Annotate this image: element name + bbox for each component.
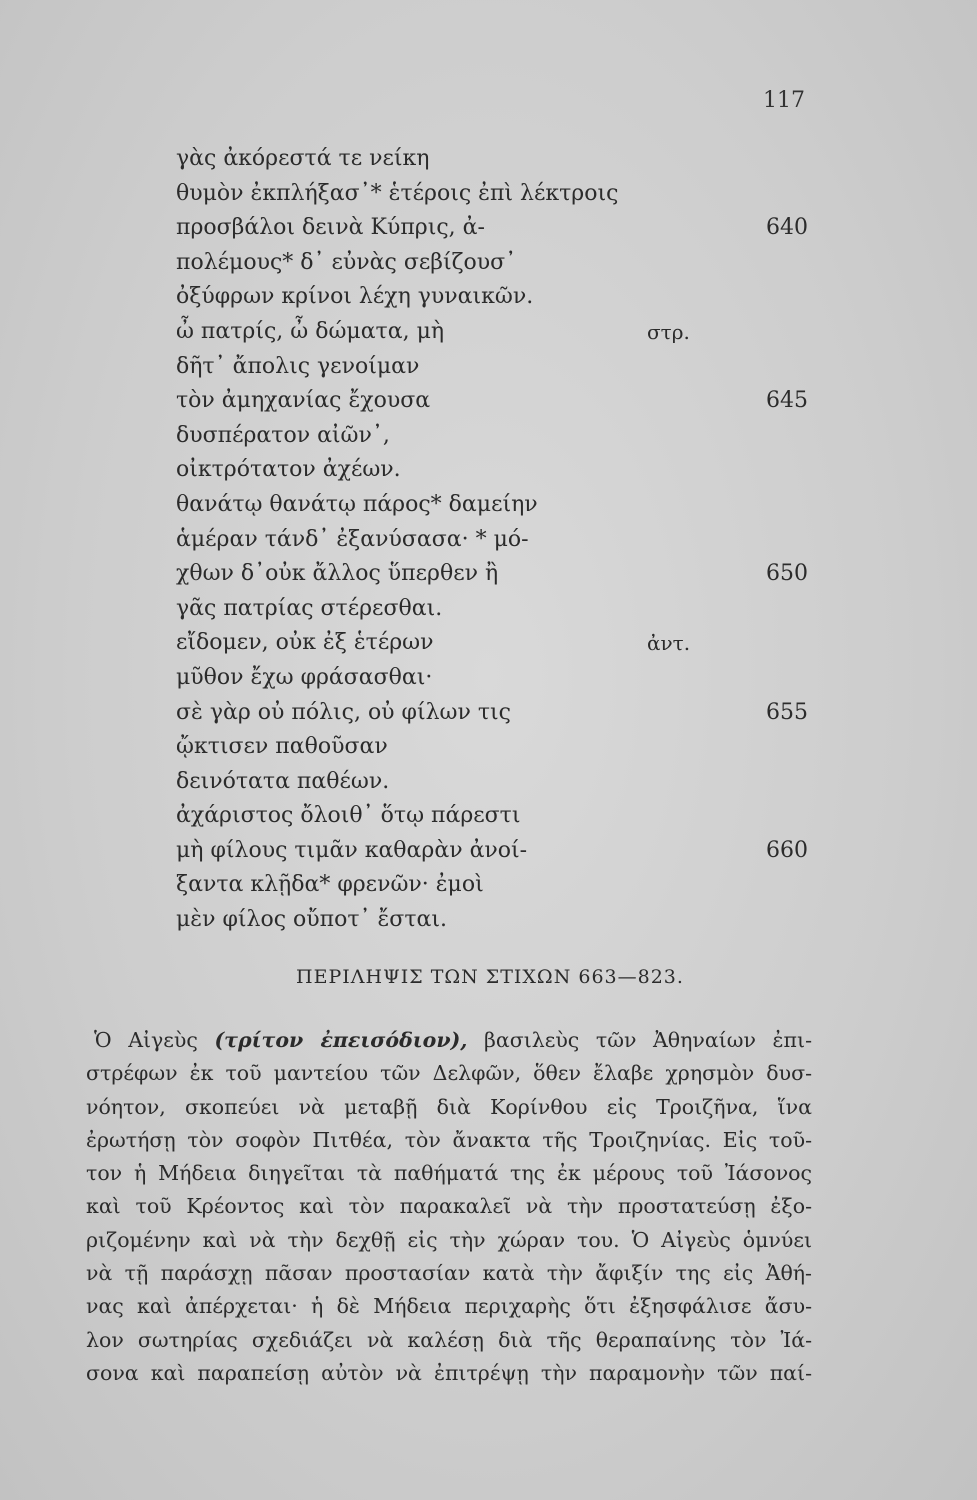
line-number: 650 bbox=[766, 561, 808, 587]
verse-text: προσβάλοι δεινὰ Κύπρις, ἀ- bbox=[176, 215, 485, 241]
summary-line: σονα καὶ παραπείσῃ αὐτὸν νὰ ἐπιτρέψῃ τὴν παραμονὴν τῶν παί- bbox=[86, 1360, 812, 1385]
verse-line bbox=[176, 280, 816, 315]
verse-line bbox=[176, 419, 816, 454]
summary-line: νὰ τῇ παράσχῃ πᾶσαν προστασίαν κατὰ τὴν ἄφιξίν της εἰς Ἀθή- bbox=[86, 1261, 812, 1286]
verse-text: μῦθον ἔχω φράσασθαι· bbox=[176, 664, 433, 690]
summary-line: νας καὶ ἀπέρχεται· ἡ δὲ Μήδεια περιχαρὴς ὅτι ἐξησφάλισε ἄσυ- bbox=[86, 1294, 812, 1319]
verse-line bbox=[176, 453, 816, 488]
summary-line: ἐρωτήσῃ τὸν σοφὸν Πιτθέα, τὸν ἄνακτα τῆς Τροιζηνίας. Εἰς τοῦ- bbox=[86, 1127, 812, 1152]
verse-text: ὀξύφρων κρίνοι λέχη γυναικῶν. bbox=[176, 284, 534, 310]
summary-line: τον ἡ Μήδεια διηγεῖται τὰ παθήματά της ἐκ μέρους τοῦ Ἰάσονος bbox=[86, 1161, 812, 1186]
verse-text: ἀχάριστος ὄλοιθ᾽ ὅτῳ πάρεστι bbox=[176, 803, 521, 829]
verse-text: χθων δ᾽οὐκ ἄλλος ὕπερθεν ἢ bbox=[176, 561, 499, 587]
verse-block bbox=[176, 142, 816, 938]
verse-line bbox=[176, 488, 816, 523]
strophe-marker: ἀντ. bbox=[647, 631, 691, 656]
verse-line bbox=[176, 765, 816, 800]
verse-line bbox=[176, 246, 816, 281]
strophe-marker: στρ. bbox=[647, 319, 690, 344]
line-number: 655 bbox=[766, 699, 808, 725]
summary-line: ριζομένην καὶ νὰ τὴν δεχθῇ εἰς τὴν χώραν του. Ὁ Αἰγεὺς ὁμνύει bbox=[86, 1227, 812, 1252]
episode-label: (τρίτον ἐπεισόδιον), bbox=[214, 1028, 468, 1052]
verse-text: μὴ φίλους τιμᾶν καθαρὰν ἀνοί- bbox=[176, 837, 528, 863]
verse-line bbox=[176, 730, 816, 765]
summary-line: στρέφων ἐκ τοῦ μαντείου τῶν Δελφῶν, ὅθεν ἔλαβε χρησμὸν δυσ- bbox=[86, 1061, 812, 1086]
page-number: 117 bbox=[763, 88, 805, 113]
summary-line: νόητον, σκοπεύει νὰ μεταβῇ διὰ Κορίνθου εἰς Τροιζῆνα, ἵνα bbox=[86, 1094, 812, 1119]
summary-paragraph bbox=[86, 1024, 812, 1390]
verse-text: δεινότατα παθέων. bbox=[176, 768, 390, 794]
verse-text: δῆτ᾽ ἄπολις γενοίμαν bbox=[176, 353, 420, 379]
verse-line bbox=[176, 696, 816, 731]
summary-line: λον σωτηρίας σχεδιάζει νὰ καλέσῃ διὰ τῆς θεραπαίνης τὸν Ἰά- bbox=[86, 1327, 812, 1352]
summary-line bbox=[86, 1024, 812, 1057]
verse-line bbox=[176, 350, 816, 385]
verse-text: πολέμους* δ᾽ εὐνὰς σεβίζουσ᾽ bbox=[176, 249, 517, 275]
verse-line bbox=[176, 868, 816, 903]
verse-text: ὦ πατρίς, ὦ δώματα, μὴ bbox=[176, 318, 445, 344]
summary-line: καὶ τοῦ Κρέοντος καὶ τὸν παρακαλεῖ νὰ τὴν προστατεύσῃ ἐξο- bbox=[86, 1194, 812, 1219]
verse-line bbox=[176, 211, 816, 246]
line-number: 640 bbox=[766, 215, 808, 241]
verse-text: γᾶς πατρίας στέρεσθαι. bbox=[176, 595, 443, 621]
verse-line bbox=[176, 384, 816, 419]
verse-text: μὲν φίλος οὔποτ᾽ ἔσται. bbox=[176, 907, 447, 933]
verse-line bbox=[176, 557, 816, 592]
verse-line bbox=[176, 177, 816, 212]
verse-line bbox=[176, 315, 816, 350]
verse-line bbox=[176, 523, 816, 558]
verse-line bbox=[176, 834, 816, 869]
verse-line bbox=[176, 903, 816, 938]
summary-line-start: Ὁ Αἰγεὺς bbox=[94, 1028, 215, 1052]
verse-text: τὸν ἀμηχανίας ἔχουσα bbox=[176, 388, 431, 414]
verse-text: ᾤκτισεν παθοῦσαν bbox=[176, 734, 388, 760]
verse-text: οἰκτρότατον ἀχέων. bbox=[176, 457, 401, 483]
verse-text: ξαντα κλῇδα* φρενῶν· ἐμοὶ bbox=[176, 872, 484, 898]
verse-text: σὲ γὰρ οὐ πόλις, οὐ φίλων τις bbox=[176, 699, 511, 725]
verse-text: ἁμέραν τάνδ᾽ ἐξανύσασα· * μό- bbox=[176, 526, 529, 552]
verse-text: θυμὸν ἐκπλήξασ᾽* ἑτέροις ἐπὶ λέκτροις bbox=[176, 180, 619, 206]
verse-text: δυσπέρατον αἰῶν᾽, bbox=[176, 422, 390, 448]
section-heading: ΠΕΡΙΛΗΨΙΣ ΤΩΝ ΣΤΙΧΩΝ 663—823. bbox=[296, 966, 684, 988]
summary-line-end: βασιλεὺς τῶν Ἀθηναίων ἐπι- bbox=[467, 1028, 812, 1052]
verse-line bbox=[176, 592, 816, 627]
verse-line bbox=[176, 799, 816, 834]
verse-line bbox=[176, 142, 816, 177]
verse-text: γὰς ἀκόρεστά τε νείκη bbox=[176, 146, 430, 171]
line-number: 660 bbox=[766, 837, 808, 863]
verse-text: εἴδομεν, οὐκ ἐξ ἑτέρων bbox=[176, 630, 434, 656]
line-number: 645 bbox=[766, 388, 808, 414]
verse-text: θανάτῳ θανάτῳ πάρος* δαμείην bbox=[176, 491, 538, 517]
verse-line bbox=[176, 626, 816, 661]
verse-line bbox=[176, 661, 816, 696]
